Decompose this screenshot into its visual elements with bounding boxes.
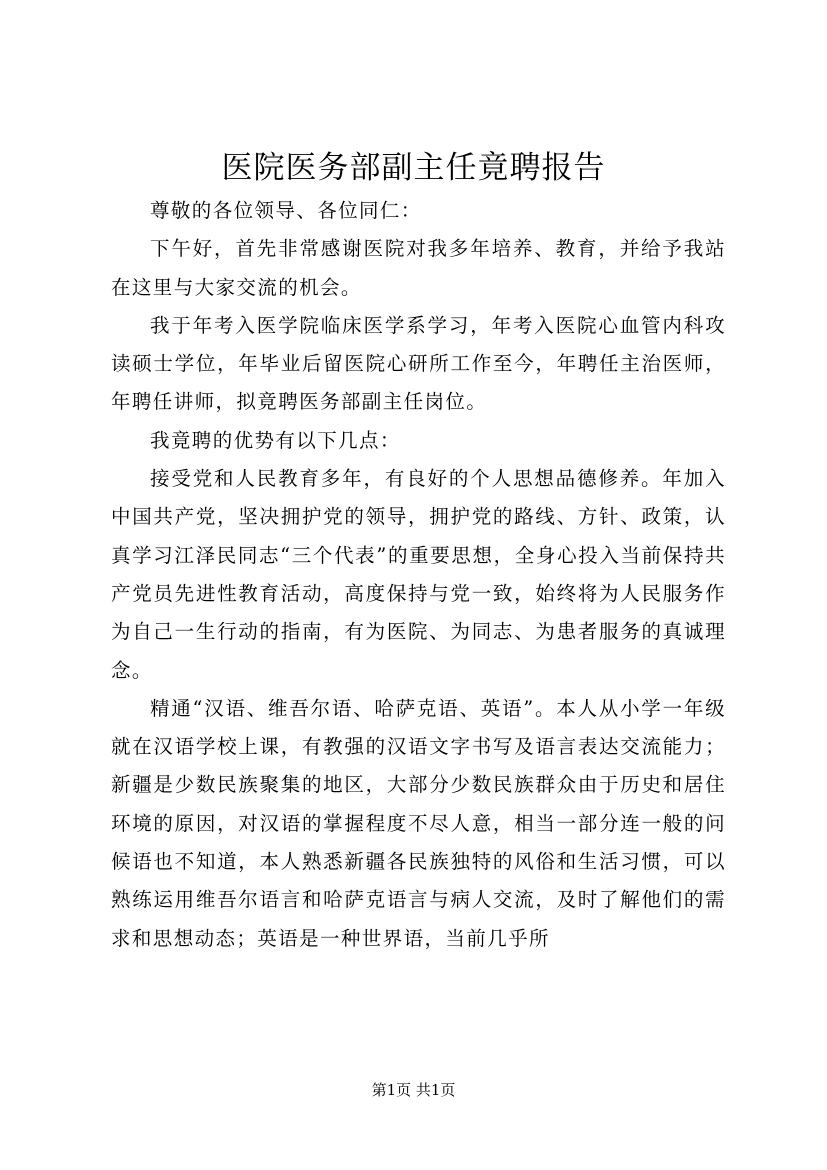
document-title: 医院医务部副主任竟聘报告: [221, 150, 606, 186]
paragraph-languages: 精通“汉语、维吾尔语、哈萨克语、英语”。本人从小学一年级就在汉语学校上课，有教强的汉语文字书写及语言表达交流能力；新疆是少数民族聚集的地区，大部分少数民族群众由于历史和居住环境的原因，对汉语的掌握程度不尽人意，相当一部分连一般的问候语也不知道，本人熟悉新疆各民族独特的风俗和生活习惯，可以熟练运用维吾尔语言和哈萨克语言与病人交流，及时了解他们的需求和思想动态；英语是一种世界语，当前几乎所: [111, 696, 726, 950]
paragraph-advantages-intro: 我竟聘的优势有以下几点：: [150, 428, 401, 452]
paragraph-thanks: 下午好，首先非常感谢医院对我多年培养、教育，并给予我站在这里与大家交流的机会。: [111, 237, 726, 299]
paragraph-background: 我于年考入医学院临床医学系学习，年考入医院心血管内科攻读硕士学位，年毕业后留医院心研所工作至今，年聘任主治医师，年聘任讲师，拟竟聘医务部副主任岗位。: [111, 313, 726, 414]
paragraph-political: 接受党和人民教育多年，有良好的个人思想品德修养。年加入中国共产党，坚决拥护党的领导，拥护党的路线、方针、政策，认真学习江泽民同志“三个代表”的重要思想，全身心投入当前保持共产党员先进性教育活动，高度保持与党一致，始终将为人民服务作为自己一生行动的指南，有为医院、为同志、为患者服务的真诚理念。: [111, 467, 726, 682]
paragraph-greeting: 尊敬的各位领导、各位同仁：: [150, 199, 422, 222]
document-body: [111, 192, 726, 958]
page-footer: 第1页 共1页: [371, 1081, 456, 1099]
